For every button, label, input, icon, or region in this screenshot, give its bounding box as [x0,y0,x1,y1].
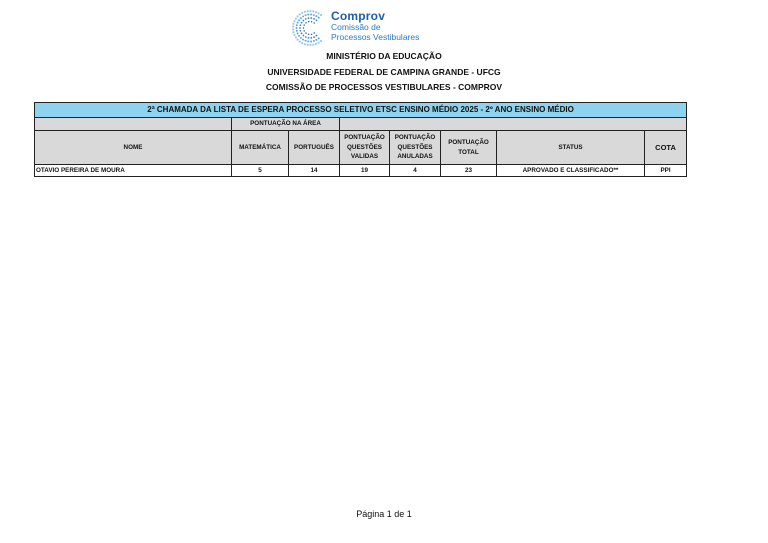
logo-dot [295,36,297,38]
logo-dot [303,20,305,22]
col-header-total-l1: PONTUAÇÃO [448,139,489,147]
group-empty-cell [340,118,687,131]
logo-dot [296,27,298,29]
table-title-row [35,103,687,118]
logo-dot [293,34,295,36]
logo-dot [300,37,302,39]
logo-dot [292,25,294,27]
col-header-anuladas [390,131,441,165]
logo-dot [297,32,299,34]
cell-portugues: 14 [289,165,340,177]
logo-dot [305,40,307,42]
logo-dot [303,24,304,25]
logo-dot [304,43,306,45]
col-header-validas-l1: PONTUAÇÃO [344,134,385,142]
logo-dot [318,17,320,19]
logo-dot [296,30,298,32]
col-header-status: STATUS [497,131,645,165]
col-header-portugues: PORTUGUÊS [289,131,340,165]
logo-dot [299,40,301,42]
col-header-matematica: MATEMÁTICA [232,131,289,165]
group-header-pontuacao-area: PONTUAÇÃO NA ÁREA [232,118,340,131]
logo-dot [298,19,300,21]
logo-dot [311,34,312,35]
logo-dot [292,23,294,25]
logo-dot [313,40,315,42]
col-header-anuladas-l3: ANULADAS [397,153,433,161]
group-empty-cell [35,118,232,131]
logo-dot [308,17,310,19]
col-header-cota: COTA [645,131,687,165]
logo-dot [309,10,311,12]
logo-dot [292,31,294,33]
table-header-row [35,131,687,165]
logo-dot [315,11,317,13]
logo-dot [307,14,309,16]
logo-dot [304,11,306,13]
col-header-validas-l2: QUESTÕES [347,143,382,151]
logo-dot [292,28,294,30]
logo-dot [310,17,312,19]
cell-matematica: 5 [232,165,289,177]
logo-dot [305,36,307,38]
logo-dot [299,27,301,29]
logo-dot [310,40,312,42]
logo-dot [308,21,309,22]
logo-dot [317,42,319,44]
cell-total: 23 [441,165,497,177]
logo-dot [305,32,306,33]
table-title: 2ª CHAMADA DA LISTA DE ESPERA PROCESSO SELETIVO ETSC ENSINO MÉDIO 2025 - 2º ANO ENSINO MÉDIO [35,103,687,118]
logo-dot [293,20,295,22]
logo-dot [297,15,299,17]
page-footer: Página 1 de 1 [356,509,412,519]
logo-dot [301,12,303,14]
cell-validas: 19 [340,165,390,177]
logo-dot [313,32,314,33]
logo-dot [315,15,317,17]
logo-dot [313,22,314,23]
logo-dot [305,14,307,16]
col-header-total [441,131,497,165]
logo-dot [313,14,315,16]
logo-dot [309,44,311,46]
logo-name: Comprov [331,9,386,23]
logo-dot [297,39,299,41]
cell-nome: OTAVIO PEREIRA DE MOURA [35,165,232,177]
ministry-heading: MINISTÉRIO DA EDUCAÇÃO [326,51,442,61]
logo-text [331,10,419,42]
results-table [34,102,687,177]
cell-status: APROVADO E CLASSIFICADO** [497,165,645,177]
table-group-row [35,118,687,131]
logo-dot [317,12,319,14]
col-header-nome: NOME [35,131,232,165]
logo-dot [310,37,312,39]
logo-dot [311,21,312,22]
logo-dot [316,35,318,37]
logo-dot [307,40,309,42]
commission-heading: COMISSÃO DE PROCESSOS VESTIBULARES - COMPROV [265,82,503,92]
logo-dot [305,18,307,20]
logo-dot [315,39,317,41]
logo-dot [316,19,318,21]
university-heading: UNIVERSIDADE FEDERAL DE CAMPINA GRANDE - UFCG [267,67,501,77]
logo-dot [308,34,309,35]
logo-dot [300,24,302,26]
logo-dot [306,10,308,12]
logo-dot [301,22,303,24]
col-header-anuladas-l2: QUESTÕES [397,143,433,151]
comprov-logo [291,8,441,48]
logo-dot [312,44,314,46]
logo-dot [300,30,302,32]
logo-dot [302,15,304,17]
logo-dot [295,17,297,19]
logo-dot [303,27,304,28]
logo-dot [310,14,312,16]
col-header-anuladas-l1: PONTUAÇÃO [394,134,436,142]
logo-dot [320,40,322,42]
cell-cota: PPI [645,165,687,177]
comprov-logo-mark-icon [291,8,327,48]
logo-dot [297,22,299,24]
logo-dot [312,10,314,12]
logo-dot [318,37,320,39]
logo-dot [301,33,303,35]
logo-dot [300,17,302,19]
col-header-total-l2: TOTAL [458,148,479,156]
logo-dot [299,13,301,15]
table-row [35,165,687,177]
logo-dot [306,44,308,46]
logo-dot [308,37,310,39]
logo-dot [313,36,315,38]
logo-dot [296,24,298,26]
logo-dot [301,42,303,44]
logo-dot [305,22,306,23]
logo-dot [303,30,304,31]
logo-dot [320,14,322,16]
logo-dot [313,18,315,20]
logo-dot [315,43,317,45]
logo-dot [298,35,300,37]
logo-dot [302,39,304,41]
cell-anuladas: 4 [390,165,441,177]
logo-dot [303,35,305,37]
col-header-validas-l3: VALIDAS [350,153,379,161]
logo-subtitle-line2: Processos Vestibulares [331,32,420,42]
logo-subtitle-line1: Comissão de [331,22,381,32]
col-header-validas [340,131,390,165]
